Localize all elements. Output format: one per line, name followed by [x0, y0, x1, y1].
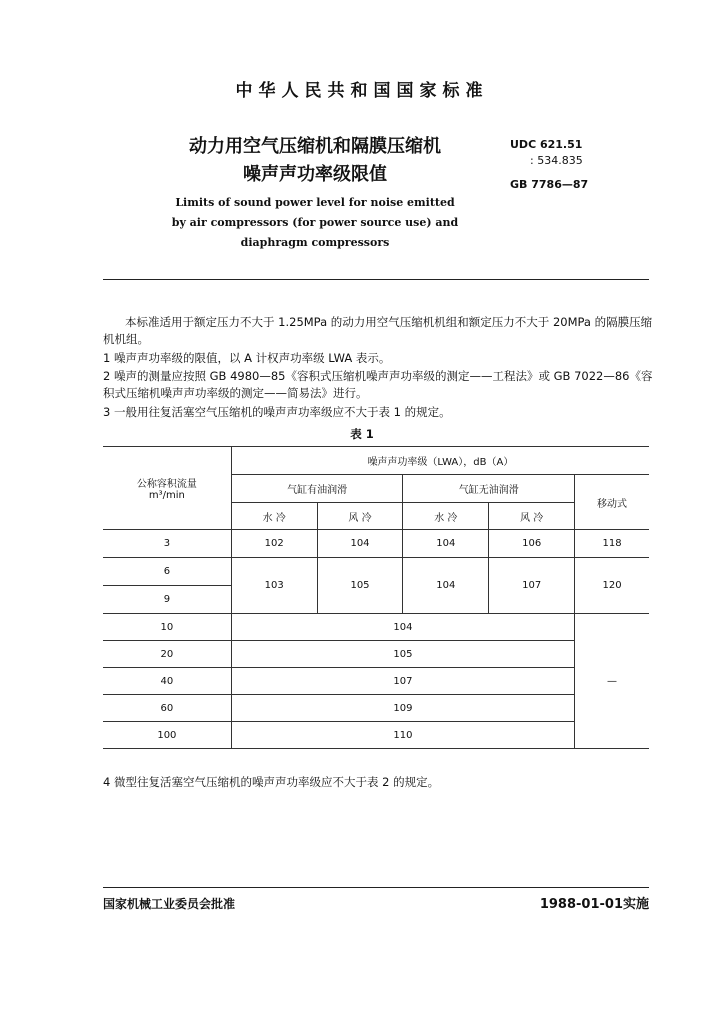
cell-value: 104	[317, 530, 403, 558]
noise-limit-table	[103, 446, 649, 749]
header-water-cooled-oil: 水 冷	[231, 503, 317, 530]
table-row	[103, 668, 649, 695]
cell-value: 102	[231, 530, 317, 558]
header-oil-free: 气缸无油润滑	[403, 475, 575, 503]
table-row	[103, 558, 649, 586]
header-flow-label: 公称容积流量	[136, 479, 197, 490]
cell-value: 120	[575, 558, 649, 614]
gb-number: GB 7786—87	[510, 178, 589, 191]
header-air-cooled-oil: 风 冷	[317, 503, 403, 530]
header-oil-lubricated: 气缸有油润滑	[231, 475, 403, 503]
cell-flow: 3	[103, 530, 231, 558]
cell-value: 107	[231, 668, 574, 695]
header-air-cooled-nooil: 风 冷	[489, 503, 575, 530]
clause-4: 4 微型往复活塞空气压缩机的噪声声功率级应不大于表 2 的规定。	[103, 775, 440, 789]
footer-divider	[103, 887, 649, 888]
issuing-authority: 中华人民共和国国家标准	[235, 81, 489, 101]
title-cn-line2: 噪声声功率级限值	[243, 164, 387, 185]
cell-flow: 60	[103, 695, 231, 722]
cell-value: 104	[403, 530, 489, 558]
cell-value: 110	[231, 722, 574, 749]
table-row	[103, 722, 649, 749]
header-noise-group: 噪声声功率级（LWA），dB（A）	[231, 447, 649, 475]
table-row	[103, 530, 649, 558]
clause-2: 2 噪声的测量应按照 GB 4980—85《容积式压缩机噪声声功率级的测定——工程法》或 GB 7022—86《容积式压缩机噪声声功率级的测定——简易法》进行。	[103, 369, 653, 400]
cell-value: 104	[403, 558, 489, 614]
clause-3: 3 一般用往复活塞空气压缩机的噪声声功率级应不大于表 1 的规定。	[103, 405, 451, 419]
effective-date: 1988-01-01实施	[539, 897, 649, 912]
clause-1: 1 噪声声功率级的限值，以 A 计权声功率级 LWA 表示。	[103, 351, 391, 365]
udc-code-cont: : 534.835	[530, 154, 583, 167]
scope-paragraph: 本标准适用于额定压力不大于 1.25MPa 的动力用空气压缩机机组和额定压力不大于 20MPa 的隔膜压缩机机组。	[103, 315, 653, 346]
table-row	[103, 614, 649, 641]
header-flow-unit: m³/min	[148, 490, 185, 501]
cell-flow: 20	[103, 641, 231, 668]
title-en-line1: Limits of sound power level for noise emitted	[175, 196, 455, 209]
header-flow	[103, 447, 231, 530]
mobile-dash: —	[575, 614, 649, 749]
approval-authority: 国家机械工业委员会批准	[103, 897, 236, 911]
cell-flow: 10	[103, 614, 231, 641]
udc-code: UDC 621.51	[510, 138, 583, 151]
header-mobile: 移动式	[575, 475, 649, 530]
cell-value: 105	[231, 641, 574, 668]
cell-value: 105	[317, 558, 403, 614]
cell-value: 118	[575, 530, 649, 558]
title-cn-line1: 动力用空气压缩机和隔膜压缩机	[189, 136, 441, 157]
table-row	[103, 695, 649, 722]
header-water-cooled-nooil: 水 冷	[403, 503, 489, 530]
cell-flow: 6	[103, 558, 231, 586]
table-caption: 表 1	[350, 427, 374, 441]
table-row	[103, 641, 649, 668]
title-en-line3: diaphragm compressors	[240, 236, 390, 249]
cell-value: 106	[489, 530, 575, 558]
cell-value: 104	[231, 614, 574, 641]
cell-value: 103	[231, 558, 317, 614]
cell-flow: 100	[103, 722, 231, 749]
cell-flow: 9	[103, 586, 231, 614]
cell-value: 109	[231, 695, 574, 722]
cell-value: 107	[489, 558, 575, 614]
cell-flow: 40	[103, 668, 231, 695]
title-en-line2: by air compressors (for power source use) and	[171, 216, 459, 229]
header-divider	[103, 279, 649, 280]
